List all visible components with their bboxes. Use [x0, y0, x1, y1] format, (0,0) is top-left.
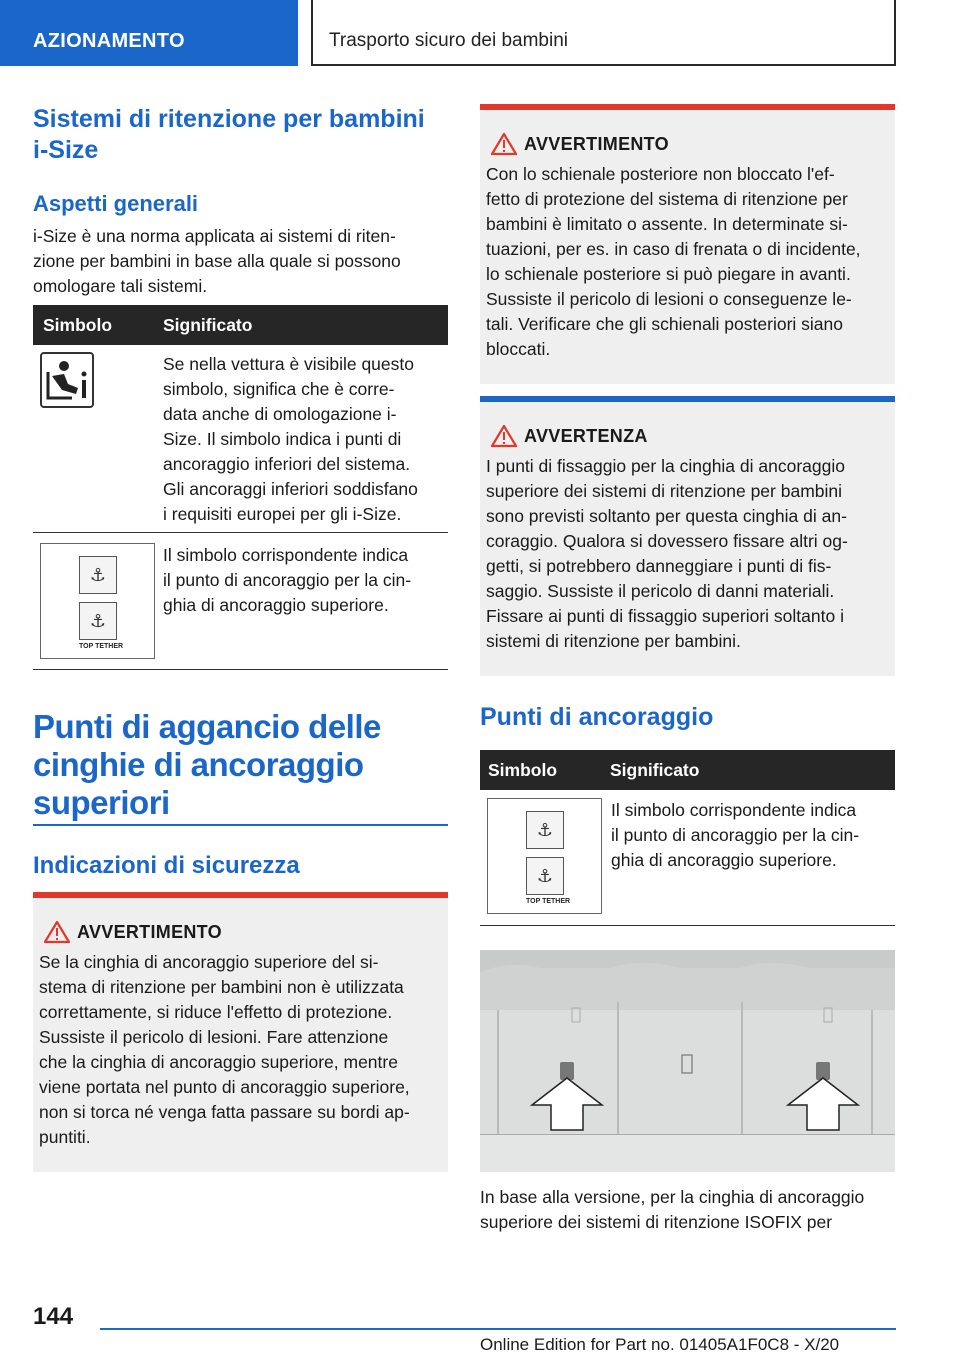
page-number: 144: [33, 1303, 74, 1330]
text-line: Gli ancoraggi inferiori soddisfano: [163, 479, 418, 499]
warning-title: AVVERTIMENTO: [524, 134, 669, 154]
heading-line: cinghie di ancoraggio: [33, 746, 364, 783]
text-line: Se nella vettura è visibile questo: [163, 354, 414, 374]
symbol-table-header: [33, 305, 448, 345]
row1-meaning: [611, 798, 896, 873]
warning-body: [486, 162, 890, 362]
text-line: non si torca né venga fatta passare su bordi ap-: [39, 1102, 410, 1122]
text-line: simbolo, significa che è corre-: [163, 379, 395, 399]
warning-triangle-icon: [43, 920, 71, 944]
footer-rule: [100, 1328, 896, 1330]
text-line: bloccati.: [486, 339, 551, 359]
warning-bar: [33, 892, 448, 898]
anchor-seat-icon: ⚓: [79, 602, 117, 640]
warning-bar: [480, 104, 895, 110]
warning-box: [33, 892, 448, 1172]
heading-line: superiori: [33, 784, 170, 821]
text-line: tuazioni, per es. in caso di frenata o di incidente,: [486, 239, 861, 259]
text-line: tali. Verificare che gli schienali posteriori siano: [486, 314, 843, 334]
heading-i-size: [33, 104, 425, 166]
text-line: sono previsti soltanto per questa cinghia di an-: [486, 506, 847, 526]
row1-meaning: [163, 352, 448, 527]
text-line: saggio. Sussiste il pericolo di danni materiali.: [486, 581, 835, 601]
top-tether-symbol-box: [487, 798, 602, 914]
notice-bar: [480, 396, 895, 402]
anchor-points-photo: [480, 950, 895, 1172]
photo-caption: [480, 1185, 895, 1235]
text-line: ghia di ancoraggio superiore.: [611, 850, 837, 870]
column-header-meaning: Significato: [163, 315, 253, 335]
anchor-seat-icon: ⚓: [526, 857, 564, 895]
text-line: i requisiti europei per gli i-Size.: [163, 504, 402, 524]
heading-line: Sistemi di ritenzione per bambini: [33, 105, 425, 133]
heading-punti-ancoraggio: Punti di ancoraggio: [480, 703, 714, 731]
text-line: superiore dei sistemi di ritenzione ISOFIX per: [480, 1212, 833, 1232]
text-line: viene portata nel punto di ancoraggio superiore,: [39, 1077, 410, 1097]
table-divider: [33, 669, 448, 670]
text-line: il punto di ancoraggio per la cin-: [611, 825, 860, 845]
heading-line: Punti di aggancio delle: [33, 708, 381, 745]
i-size-icon: [40, 352, 94, 408]
row2-meaning: [163, 543, 448, 618]
text-line: omologare tali sistemi.: [33, 276, 208, 296]
warning-box: [480, 104, 895, 384]
table-divider: [33, 532, 448, 533]
anchor-seat-icon: ⚓: [79, 556, 117, 594]
subheading-sicurezza: Indicazioni di sicurezza: [33, 852, 300, 879]
warning-body: [39, 950, 443, 1150]
text-line: Fissare ai punti di fissaggio superiori soltanto i: [486, 606, 844, 626]
section-tab: [0, 0, 298, 66]
text-line: ancoraggio inferiori del sistema.: [163, 454, 411, 474]
notice-box: [480, 396, 895, 676]
text-line: getti, si potrebbero danneggiare i punti di fis-: [486, 556, 832, 576]
text-line: Size. Il simbolo indica i punti di: [163, 429, 402, 449]
chapter-title: Trasporto sicuro dei bambini: [329, 30, 569, 51]
text-line: data anche di omologazione i-: [163, 404, 397, 424]
text-line: correttamente, si riduce l'effetto di protezione.: [39, 1002, 393, 1022]
text-line: il punto di ancoraggio per la cin-: [163, 570, 412, 590]
text-line: Il simbolo corrispondente indica: [611, 800, 857, 820]
subheading-aspetti: Aspetti generali: [33, 191, 199, 216]
text-line: I punti di fissaggio per la cinghia di ancoraggio: [486, 456, 845, 476]
text-line: che la cinghia di ancoraggio superiore, mentre: [39, 1052, 398, 1072]
heading-punti-aggancio: [33, 708, 381, 822]
text-line: fetto di protezione del sistema di ritenzione per: [486, 189, 848, 209]
text-line: In base alla versione, per la cinghia di ancoraggio: [480, 1187, 865, 1207]
warning-title: AVVERTIMENTO: [77, 922, 222, 942]
symbol-table-header: [480, 750, 895, 790]
text-line: puntiti.: [39, 1127, 91, 1147]
text-line: Sussiste il pericolo di lesioni o conseguenze le-: [486, 289, 852, 309]
text-line: lo schienale posteriore si può piegare in avanti.: [486, 264, 851, 284]
column-header-symbol: Simbolo: [488, 760, 558, 780]
heading-line: i-Size: [33, 136, 99, 164]
text-line: coraggio. Qualora si dovessero fissare altri og-: [486, 531, 848, 551]
text-line: Se la cinghia di ancoraggio superiore del si-: [39, 952, 379, 972]
notice-body: [486, 454, 890, 654]
notice-title: AVVERTENZA: [524, 426, 648, 446]
warning-triangle-icon: [490, 132, 518, 156]
column-header-meaning: Significato: [610, 760, 700, 780]
text-line: i-Size è una norma applicata ai sistemi di riten-: [33, 226, 396, 246]
warning-triangle-icon: [490, 424, 518, 448]
table-divider: [480, 925, 895, 926]
text-line: superiore dei sistemi di ritenzione per bambini: [486, 481, 843, 501]
section-title: AZIONAMENTO: [33, 30, 185, 52]
text-line: Sussiste il pericolo di lesioni. Fare attenzione: [39, 1027, 389, 1047]
text-line: bambini è limitato o assente. In determinate si-: [486, 214, 848, 234]
text-line: sistemi di ritenzione per bambini.: [486, 631, 741, 651]
text-line: stema di ritenzione per bambini non è utilizzata: [39, 977, 404, 997]
intro-paragraph: [33, 224, 448, 299]
heading-underline: [33, 824, 448, 826]
text-line: Il simbolo corrispondente indica: [163, 545, 409, 565]
top-tether-label: TOP TETHER: [526, 898, 571, 905]
text-line: Con lo schienale posteriore non bloccato l'ef-: [486, 164, 835, 184]
top-tether-label: TOP TETHER: [79, 643, 124, 650]
top-tether-symbol-box: [40, 543, 155, 659]
chapter-tab: [311, 0, 896, 66]
text-line: zione per bambini in base alla quale si possono: [33, 251, 401, 271]
column-header-symbol: Simbolo: [43, 315, 113, 335]
text-line: ghia di ancoraggio superiore.: [163, 595, 389, 615]
anchor-seat-icon: ⚓: [526, 811, 564, 849]
edition-text: Online Edition for Part no. 01405A1F0C8 - X/20: [480, 1335, 840, 1354]
